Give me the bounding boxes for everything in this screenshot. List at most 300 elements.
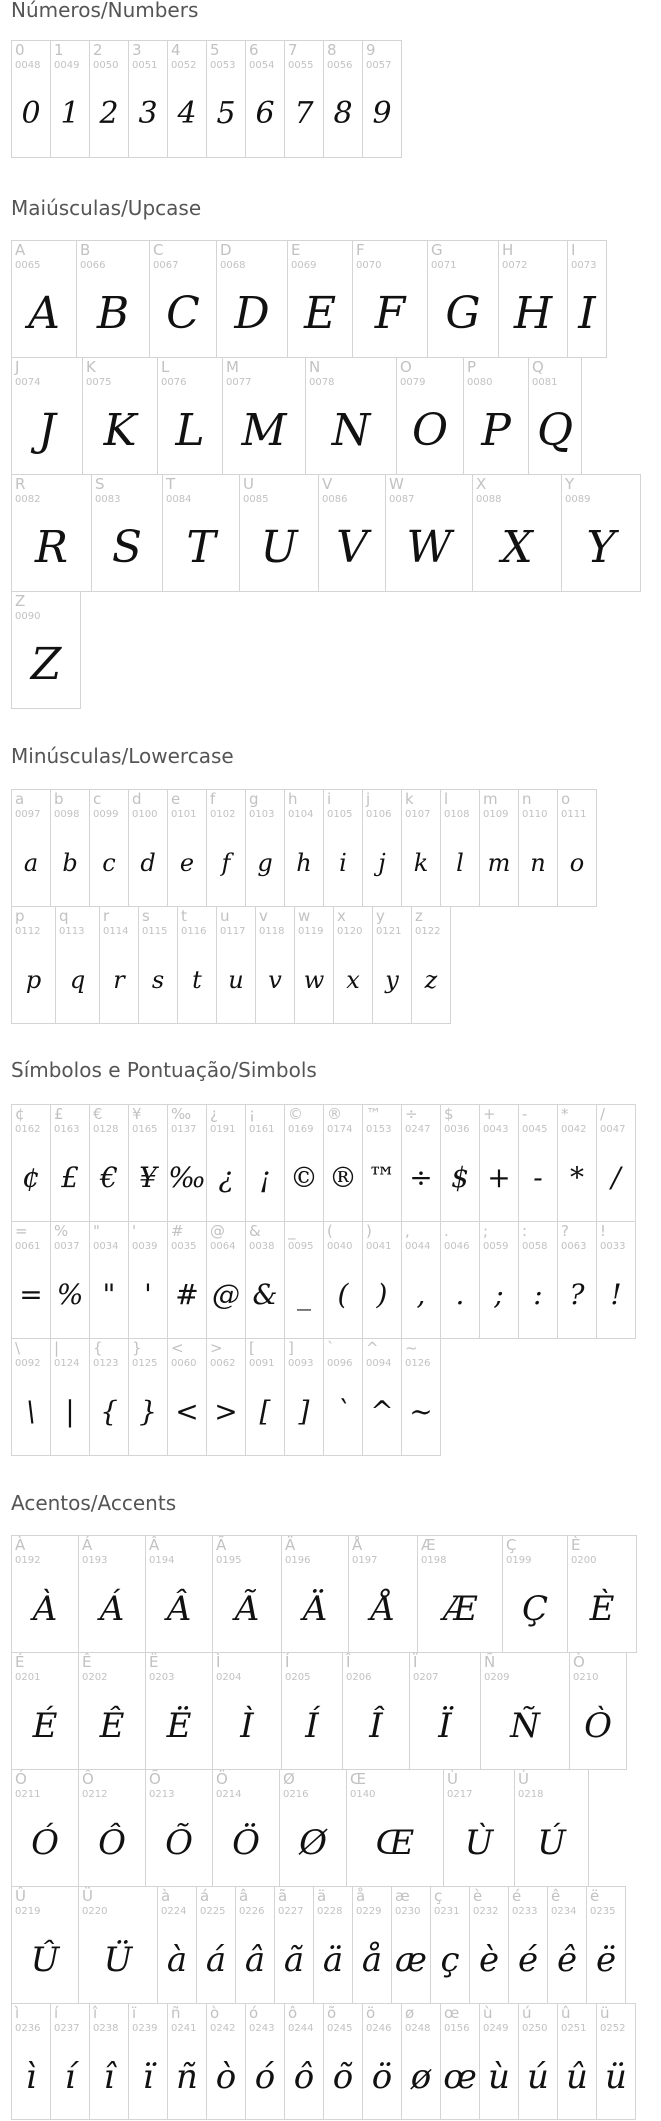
glyph-character-label: \ (15, 1339, 21, 1357)
glyph-character-label: $ (444, 1105, 454, 1123)
glyph-character-label: Ó (15, 1770, 27, 1788)
glyph-character-label: 1 (54, 41, 64, 59)
glyph-sample: à (166, 1940, 188, 1980)
glyph-sample: 0 (21, 96, 41, 131)
glyph-sample: L (175, 405, 205, 456)
glyph-cell (518, 1104, 558, 1222)
glyph-sample: d (140, 849, 156, 877)
glyph-character-label: ( (327, 1222, 333, 1240)
glyph-sample: & (252, 1278, 278, 1311)
glyph-character-label: ÷ (405, 1105, 418, 1123)
glyph-code-label: 0122 (415, 926, 441, 937)
glyph-sample: ü (605, 2056, 627, 2097)
glyph-sample: " (102, 1278, 116, 1311)
glyph-code-label: 0088 (476, 494, 502, 505)
glyph-character-label: õ (327, 2004, 337, 2022)
glyph-code-label: 0051 (132, 60, 158, 71)
glyph-character-label: ü (600, 2004, 610, 2022)
glyph-code-label: 0225 (200, 1906, 226, 1917)
glyph-sample: G (445, 288, 481, 339)
glyph-code-label: 0036 (444, 1124, 470, 1135)
section-title-numbers: Números/Numbers (11, 0, 199, 22)
glyph-code-label: 0244 (288, 2023, 314, 2034)
glyph-cell (89, 40, 129, 158)
glyph-code-label: 0105 (327, 809, 353, 820)
glyph-cell (323, 40, 363, 158)
glyph-character-label: B (80, 241, 91, 259)
glyph-character-label: W (389, 475, 404, 493)
glyph-sample: ; (494, 1278, 504, 1311)
glyph-character-label: { (93, 1339, 103, 1357)
glyph-character-label: 0 (15, 41, 25, 59)
glyph-code-label: 0065 (15, 260, 41, 271)
glyph-cell (89, 1221, 129, 1339)
glyph-code-label: 0252 (600, 2023, 626, 2034)
glyph-cell (50, 40, 90, 158)
glyph-cell (167, 1221, 207, 1339)
glyph-sample: ò (215, 2056, 237, 2097)
glyph-code-label: 0048 (15, 60, 41, 71)
glyph-character-label: Ç (506, 1536, 517, 1554)
glyph-cell (323, 1221, 363, 1339)
glyph-cell (76, 240, 150, 358)
glyph-cell (78, 1886, 158, 2004)
glyph-cell (284, 789, 324, 907)
glyph-code-label: 0111 (561, 809, 587, 820)
glyph-sample: ê (556, 1940, 578, 1980)
glyph-character-label: [ (249, 1339, 255, 1357)
glyph-cell (50, 1338, 90, 1456)
glyph-cell (498, 240, 568, 358)
glyph-character-label: A (15, 241, 26, 259)
glyph-character-label: Q (532, 358, 544, 376)
glyph-sample: J (38, 405, 56, 456)
glyph-code-label: 0058 (522, 1241, 548, 1252)
glyph-cell (479, 1221, 519, 1339)
glyph-cell (11, 1769, 79, 1887)
glyph-sample: 5 (216, 96, 236, 131)
glyph-cell (518, 2003, 558, 2120)
glyph-sample: ¡ (259, 1161, 271, 1194)
glyph-sample: W (406, 522, 452, 573)
glyph-code-label: 0042 (561, 1124, 587, 1135)
glyph-code-label: 0068 (220, 260, 246, 271)
glyph-code-label: 0057 (366, 60, 392, 71)
glyph-cell (138, 906, 178, 1024)
glyph-sample: < (175, 1395, 199, 1428)
glyph-code-label: 0230 (395, 1906, 421, 1917)
glyph-sample: Q (536, 405, 574, 456)
glyph-character-label: 4 (171, 41, 181, 59)
glyph-cell (11, 1104, 51, 1222)
glyph-character-label: € (93, 1105, 103, 1123)
glyph-character-label: Õ (149, 1770, 161, 1788)
glyph-row (11, 40, 401, 158)
glyph-sample: : (533, 1278, 543, 1311)
glyph-code-label: 0041 (366, 1241, 392, 1252)
glyph-character-label: P (467, 358, 477, 376)
glyph-cell (401, 2003, 441, 2120)
glyph-character-label: % (54, 1222, 69, 1240)
glyph-sample: ö (371, 2056, 393, 2097)
glyph-cell (128, 2003, 168, 2120)
glyph-row (11, 789, 596, 907)
glyph-sample: a (23, 849, 39, 877)
glyph-code-label: 0110 (522, 809, 548, 820)
glyph-character-label: ë (590, 1887, 600, 1905)
glyph-code-label: 0197 (352, 1555, 378, 1566)
glyph-cell (417, 1535, 503, 1653)
glyph-sample: r (113, 966, 125, 994)
glyph-sample: Ö (232, 1823, 260, 1863)
glyph-cell (342, 1652, 410, 1770)
glyph-sample: b (62, 849, 78, 877)
glyph-code-label: 0214 (216, 1789, 242, 1800)
glyph-character-label: G (431, 241, 443, 259)
glyph-cell (294, 906, 334, 1024)
glyph-cell (362, 40, 402, 158)
glyph-code-label: 0247 (405, 1124, 431, 1135)
glyph-sample: û (566, 2056, 588, 2097)
glyph-sample: Æ (442, 1589, 478, 1629)
glyph-cell (557, 1221, 597, 1339)
glyph-cell (472, 474, 562, 592)
glyph-cell (284, 40, 324, 158)
glyph-cell (396, 357, 464, 475)
glyph-code-label: 0098 (54, 809, 80, 820)
glyph-code-label: 0047 (600, 1124, 626, 1135)
glyph-sample: 9 (372, 96, 392, 131)
glyph-code-label: 0243 (249, 2023, 275, 2034)
glyph-sample: | (65, 1395, 75, 1428)
glyph-code-label: 0233 (512, 1906, 538, 1917)
glyph-cell (235, 1886, 275, 2004)
glyph-cell (216, 240, 288, 358)
glyph-cell (440, 1221, 480, 1339)
glyph-sample: M (241, 405, 287, 456)
glyph-code-label: 0056 (327, 60, 353, 71)
glyph-sample: X (501, 522, 533, 573)
glyph-sample: o (569, 849, 585, 877)
glyph-sample: Å (370, 1589, 396, 1629)
glyph-code-label: 0118 (259, 926, 285, 937)
glyph-sample: } (139, 1395, 157, 1428)
glyph-sample: Ó (31, 1823, 59, 1863)
glyph-character-label: 2 (93, 41, 103, 59)
glyph-code-label: 0163 (54, 1124, 80, 1135)
glyph-sample: y (385, 966, 399, 994)
glyph-character-label: d (132, 790, 142, 808)
glyph-sample: p (25, 966, 42, 994)
glyph-sample: m (487, 849, 511, 877)
glyph-character-label: n (522, 790, 532, 808)
glyph-sample: l (456, 849, 464, 877)
glyph-character-label: q (59, 907, 69, 925)
glyph-sample: f (221, 849, 231, 877)
glyph-character-label: D (220, 241, 232, 259)
glyph-cell (479, 789, 519, 907)
glyph-sample: ! (610, 1278, 622, 1311)
glyph-sample: ] (298, 1395, 310, 1428)
glyph-character-label: k (405, 790, 414, 808)
glyph-cell (284, 1338, 324, 1456)
glyph-sample: x (346, 966, 360, 994)
glyph-sample: = (19, 1278, 43, 1311)
glyph-cell (145, 1652, 213, 1770)
glyph-character-label: ã (278, 1887, 288, 1905)
glyph-character-label: Â (149, 1536, 160, 1554)
glyph-character-label: Æ (421, 1536, 436, 1554)
glyph-sample: z (424, 966, 438, 994)
glyph-cell (91, 474, 163, 592)
glyph-character-label: ] (288, 1339, 294, 1357)
glyph-character-label: ? (561, 1222, 569, 1240)
glyph-cell (440, 789, 480, 907)
glyph-code-label: 0207 (413, 1672, 439, 1683)
glyph-sample: Î (369, 1706, 383, 1746)
glyph-cell (212, 1652, 282, 1770)
glyph-sample: Û (30, 1940, 60, 1980)
glyph-character-label: y (376, 907, 385, 925)
glyph-cell (346, 1769, 444, 1887)
glyph-character-label: 7 (288, 41, 298, 59)
glyph-cell (440, 2003, 480, 2120)
glyph-code-label: 0232 (473, 1906, 499, 1917)
glyph-code-label: 0114 (103, 926, 129, 937)
glyph-cell (11, 591, 81, 709)
glyph-character-label: ¢ (15, 1105, 25, 1123)
glyph-code-label: 0236 (15, 2023, 41, 2034)
glyph-cell (239, 474, 319, 592)
glyph-code-label: 0241 (171, 2023, 197, 2034)
glyph-cell (245, 1104, 285, 1222)
glyph-cell (305, 357, 397, 475)
glyph-sample: é (517, 1940, 539, 1980)
glyph-cell (362, 1338, 402, 1456)
glyph-code-label: 0035 (171, 1241, 197, 1252)
glyph-sample: è (478, 1940, 500, 1980)
glyph-character-label: Ì (216, 1653, 221, 1671)
glyph-code-label: 0101 (171, 809, 197, 820)
glyph-sample: E (303, 288, 337, 339)
glyph-cell (206, 1104, 246, 1222)
glyph-cell (352, 1886, 392, 2004)
glyph-character-label: ¥ (132, 1105, 142, 1123)
glyph-cell (157, 1886, 197, 2004)
glyph-sample: ‰ (168, 1161, 206, 1194)
glyph-character-label: ™ (366, 1105, 381, 1123)
glyph-cell (245, 789, 285, 907)
glyph-cell (11, 1535, 79, 1653)
glyph-cell (528, 357, 582, 475)
glyph-cell (401, 1104, 441, 1222)
glyph-row (11, 357, 581, 475)
glyph-cell (440, 1104, 480, 1222)
glyph-sample: c (102, 849, 116, 877)
glyph-character-label: Ú (518, 1770, 529, 1788)
glyph-sample: # (175, 1278, 199, 1311)
glyph-character-label: â (239, 1887, 249, 1905)
glyph-cell (362, 789, 402, 907)
glyph-cell (323, 1104, 363, 1222)
glyph-cell (469, 1886, 509, 2004)
glyph-sample: Í (305, 1706, 319, 1746)
glyph-sample: A (28, 288, 60, 339)
glyph-character-label: f (210, 790, 216, 808)
glyph-sample: ` (336, 1395, 350, 1428)
glyph-cell (323, 789, 363, 907)
glyph-character-label: Ê (82, 1653, 92, 1671)
glyph-cell (128, 1221, 168, 1339)
glyph-cell (212, 1535, 282, 1653)
glyph-character-label: g (249, 790, 259, 808)
glyph-character-label: " (93, 1222, 100, 1240)
glyph-code-label: 0103 (249, 809, 275, 820)
glyph-character-label: á (200, 1887, 210, 1905)
glyph-cell (480, 1652, 570, 1770)
glyph-sample: Â (166, 1589, 192, 1629)
glyph-code-label: 0123 (93, 1358, 119, 1369)
glyph-code-label: 0059 (483, 1241, 509, 1252)
glyph-code-label: 0062 (210, 1358, 236, 1369)
glyph-character-label: Ù (447, 1770, 458, 1788)
glyph-cell (569, 1652, 627, 1770)
glyph-code-label: 0044 (405, 1241, 431, 1252)
glyph-character-label: | (54, 1339, 60, 1357)
glyph-sample: © (290, 1161, 318, 1194)
glyph-cell (145, 1535, 213, 1653)
glyph-cell (409, 1652, 481, 1770)
glyph-cell (196, 1886, 236, 2004)
glyph-sample: Ì (240, 1706, 254, 1746)
glyph-cell (11, 474, 92, 592)
glyph-code-label: 0043 (483, 1124, 509, 1135)
glyph-cell (401, 1221, 441, 1339)
glyph-cell (50, 789, 90, 907)
glyph-code-label: 0063 (561, 1241, 587, 1252)
glyph-cell (162, 474, 240, 592)
glyph-code-label: 0239 (132, 2023, 158, 2034)
glyph-character-label: N (309, 358, 321, 376)
glyph-sample: ' (144, 1278, 152, 1311)
glyph-sample: w (303, 966, 325, 994)
glyph-code-label: 0040 (327, 1241, 353, 1252)
glyph-sample: v (268, 966, 282, 994)
glyph-row (11, 240, 606, 358)
glyph-sample: Ù (464, 1823, 494, 1863)
glyph-cell (11, 1221, 51, 1339)
glyph-cell (212, 1769, 280, 1887)
glyph-character-label: p (15, 907, 25, 925)
glyph-sample: Ü (103, 1940, 133, 1980)
glyph-character-label: ' (132, 1222, 137, 1240)
glyph-code-label: 0246 (366, 2023, 392, 2034)
section-title-lowercase: Minúsculas/Lowercase (11, 744, 234, 768)
glyph-sample: K (103, 405, 137, 456)
glyph-code-label: 0115 (142, 926, 168, 937)
glyph-sample: N (331, 405, 371, 456)
glyph-sample: ™ (368, 1161, 396, 1194)
glyph-sample: 4 (177, 96, 197, 131)
glyph-code-label: 0089 (565, 494, 591, 505)
glyph-character-label: C (153, 241, 164, 259)
glyph-cell (145, 1769, 213, 1887)
glyph-character-label: = (15, 1222, 28, 1240)
glyph-code-label: 0211 (15, 1789, 41, 1800)
glyph-character-label: & (249, 1222, 261, 1240)
glyph-character-label: ä (317, 1887, 327, 1905)
glyph-sample: , (416, 1278, 426, 1311)
glyph-sample: Z (30, 639, 62, 690)
glyph-code-label: 0066 (80, 260, 106, 271)
glyph-sample: R (34, 522, 69, 573)
glyph-code-label: 0074 (15, 377, 41, 388)
glyph-row (11, 1535, 636, 1653)
glyph-code-label: 0076 (161, 377, 187, 388)
glyph-code-label: 0113 (59, 926, 85, 937)
glyph-cell (596, 2003, 636, 2120)
glyph-character-label: £ (54, 1105, 64, 1123)
glyph-character-label: r (103, 907, 110, 925)
glyph-code-label: 0245 (327, 2023, 353, 2034)
glyph-code-label: 0080 (467, 377, 493, 388)
glyph-sample: q (69, 966, 86, 994)
glyph-code-label: 0108 (444, 809, 470, 820)
glyph-character-label: E (291, 241, 301, 259)
glyph-sample: i (339, 849, 347, 877)
glyph-cell (362, 1221, 402, 1339)
glyph-character-label: ^ (366, 1339, 379, 1357)
glyph-cell (177, 906, 217, 1024)
glyph-sample: + (487, 1161, 511, 1194)
glyph-code-label: 0242 (210, 2023, 236, 2034)
glyph-character-label: w (298, 907, 311, 925)
glyph-character-label: @ (210, 1222, 225, 1240)
glyph-code-label: 0203 (149, 1672, 175, 1683)
glyph-sample: s (151, 966, 165, 994)
glyph-code-label: 0121 (376, 926, 402, 937)
glyph-cell (245, 1221, 285, 1339)
glyph-character-label: ì (15, 2004, 20, 2022)
glyph-character-label: ; (483, 1222, 489, 1240)
glyph-code-label: 0227 (278, 1906, 304, 1917)
glyph-sample: - (533, 1161, 543, 1194)
glyph-code-label: 0248 (405, 2023, 431, 2034)
glyph-sample: ÷ (409, 1161, 433, 1194)
glyph-cell (557, 789, 597, 907)
glyph-sample: S (111, 522, 143, 573)
glyph-character-label: å (356, 1887, 366, 1905)
glyph-character-label: T (166, 475, 176, 493)
glyph-character-label: Ñ (484, 1653, 496, 1671)
glyph-character-label: z (415, 907, 423, 925)
glyph-code-label: 0117 (220, 926, 246, 937)
glyph-character-label: ¡ (249, 1105, 256, 1123)
glyph-character-label: t (181, 907, 187, 925)
glyph-code-label: 0045 (522, 1124, 548, 1135)
glyph-cell (11, 1652, 79, 1770)
glyph-cell (411, 906, 451, 1024)
glyph-cell (547, 1886, 587, 2004)
glyph-character-label: 9 (366, 41, 376, 59)
glyph-character-label: _ (288, 1222, 296, 1240)
glyph-code-label: 0156 (444, 2023, 470, 2034)
glyph-character-label: ~ (405, 1339, 418, 1357)
glyph-code-label: 0102 (210, 809, 236, 820)
glyph-sample: / (611, 1161, 621, 1194)
glyph-cell (11, 906, 56, 1024)
glyph-cell (502, 1535, 568, 1653)
